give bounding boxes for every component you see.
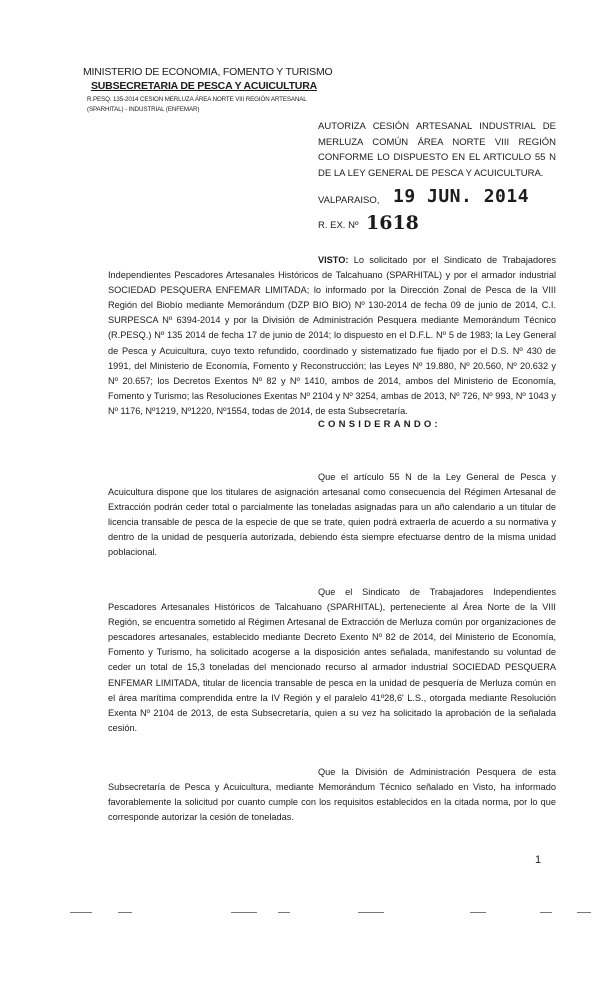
date-stamp: 19 JUN. 2014 (393, 186, 530, 207)
ministry-header: MINISTERIO DE ECONOMIA, FOMENTO Y TURISMO (83, 66, 333, 78)
resolution-title: AUTORIZA CESIÓN ARTESANAL INDUSTRIAL DE MERLUZA COMÚN ÁREA NORTE VIII REGIÓN CONFORME LO DISPUESTO EN EL ARTICULO 55 N DE LA LEY GENERAL DE PESCA Y ACUICULTURA. (318, 121, 556, 179)
rex-label: R. EX. Nº (318, 220, 359, 231)
rex-number-stamp: 1618 (366, 212, 419, 234)
scan-mark (358, 912, 384, 913)
scan-mark (470, 912, 486, 913)
visto-paragraph (108, 253, 556, 419)
visto-text: Lo solicitado por el Sindicato de Trabajadores Independientes Pescadores Artesanales Históricos de Talcahuano (SPARHITAL) y por el armador industrial SOCIEDAD PESQUERA ENFEMAR LIMITADA; lo informado por la Dirección Zonal de Pesca de la VIII Región del Biobío mediante Memorándum (DZP BIO BIO) Nº 130-2014 de fecha 09 de junio de 2014, C.I. SURPESCA Nº 6394-2014 y por la División de Administración Pesquera mediante Memorándum Técnico (R.PESQ.) Nº 135 2014 de fecha 17 de junio de 2014; lo dispuesto en el D.F.L. Nº 5 de 1983; la Ley General de Pesca y Acuicultura, cuyo texto refundido, coordinado y sistematizado fue fijado por el D.S. Nº 430 de 1991, del Ministerio de Economía, Fomento y Reconstrucción; las Leyes Nº 19.880, Nº 20.560, Nº 20.632 y Nº 20.657; los Decretos Exentos Nº 82 y Nº 1410, ambos de 2014, ambos del Ministerio de Economía, Fomento y Turismo; las Resoluciones Exentas Nº 2104 y Nº 3254, ambas de 2013, Nº 726, Nº 993, Nº 1043 y Nº 1176, Nº1219, Nº1220, Nº1554, todas de 2014, de esta Subsecretaría. (108, 255, 556, 416)
undersecretariat-header: SUBSECRETARIA DE PESCA Y ACUICULTURA (91, 80, 317, 92)
considerando-paragraph-3: Que la División de Administración Pesquera de esta Subsecretaría de Pesca y Acuicultura, mediante Memorándum Técnico señalado en Visto, ha informado favorablemente la solicitud por cuanto cumple con los requisitos establecidos en la citada norma, por lo que corresponde autorizar la cesión de toneladas. (108, 767, 556, 823)
scan-mark (540, 912, 552, 913)
considerando-heading: CONSIDERANDO: (318, 419, 441, 430)
scan-mark (118, 912, 132, 913)
scan-mark (231, 912, 257, 913)
place-label: VALPARAISO, (318, 195, 380, 206)
page-number: 1 (535, 854, 542, 866)
considerando-paragraph-2: Que el Sindicato de Trabajadores Independientes Pescadores Artesanales Históricos de Talcahuano (SPARHITAL), perteneciente al Área Norte de la VIII Región, se encuentra sometido al Régimen Artesanal de Extracción de Merluza común por organizaciones de pescadores artesanales, establecido mediante Decreto Exento Nº 82 de 2014, del Ministerio de Economía, Fomento y Turismo, ha solicitado acogerse a la disposición antes señalada, manifestando su voluntad de ceder un total de 15,3 toneladas del mencionado recurso al armador industrial SOCIEDAD PESQUERA ENFEMAR LIMITADA, titular de licencia transable de pesca en la unidad de pesquería de Merluza común en el área marítima comprendida entre la IV Región y el paralelo 41º28,6' L.S., otorgada mediante Resolución Exenta Nº 2104 de 2013, de esta Subsecretaría, quien a su vez ha solicitado la aprobación de la señalada cesión. (108, 587, 556, 733)
scan-mark (70, 912, 92, 913)
reference-line: R.PESQ. 135-2014 CESION MERLUZA ÁREA NORTE VIII REGIÓN ARTESANAL (SPARHITAL) - INDUSTRIAL (ENFEMAR) (87, 96, 307, 113)
visto-label: VISTO: (318, 255, 349, 265)
scan-mark (278, 912, 290, 913)
considerando-paragraph-1: Que el artículo 55 N de la Ley General de Pesca y Acuicultura dispone que los titulares de asignación artesanal como consecuencia del Régimen Artesanal de Extracción podrán ceder total o parcialmente las toneladas asignadas para un año calendario a un titular de licencia transable de pesca de la especie de que se trate, quien podrá extraerla de acuerdo a su normativa y dentro de la unidad de pesquería autorizada, debiendo ésta siempre efectuarse dentro de la misma unidad poblacional. (108, 472, 556, 558)
scan-mark (577, 912, 591, 913)
